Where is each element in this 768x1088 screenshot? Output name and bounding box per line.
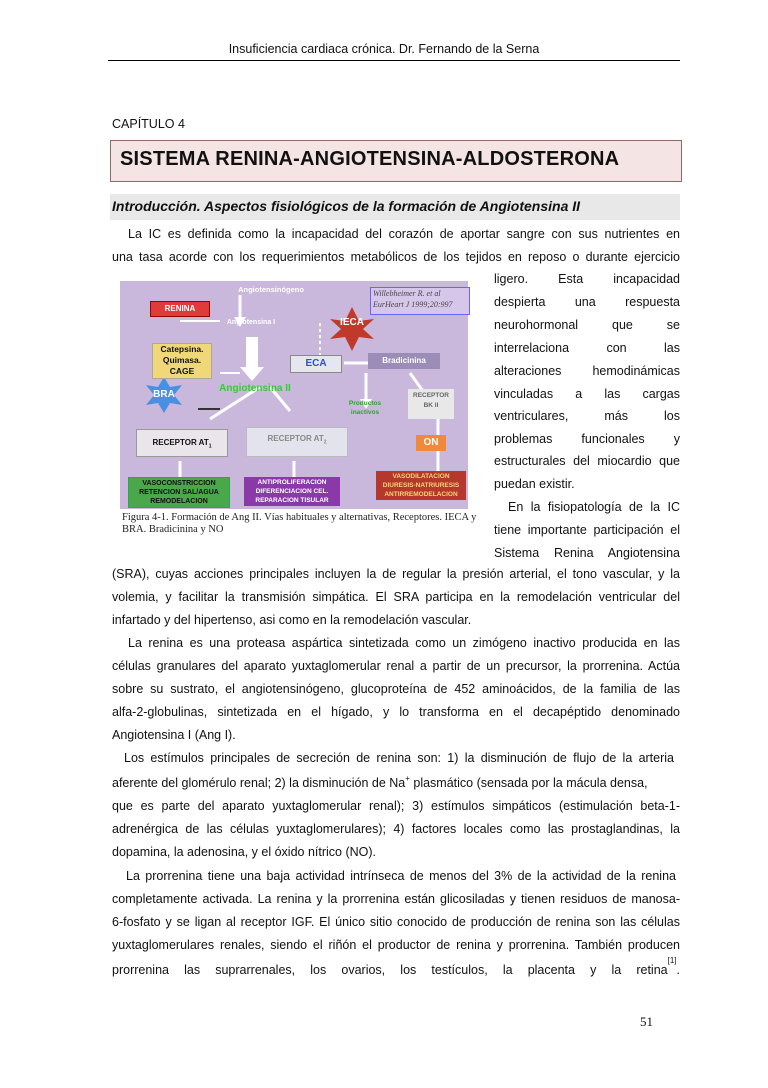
catepsina-line: CAGE <box>169 366 195 376</box>
vasodilation-box <box>376 471 466 500</box>
angiotensinogen-label: Angiotensinógeno <box>238 285 304 294</box>
figure-diagram <box>120 281 468 509</box>
figure-caption: Figura 4-1. Formación de Ang II. Vías habituales y alternativas, Receptores. IECA y BRA. Bradicinina y NO <box>122 512 477 535</box>
on-box: ON <box>416 435 446 451</box>
vasoconstriction-box <box>128 477 230 508</box>
paragraph-line: La prorrenina tiene una baja actividad intrínseca de menos del 3% de la actividad de la renina <box>126 869 676 883</box>
productos-label <box>340 399 390 417</box>
text-run: plasmático (sensada por la mácula densa, <box>409 776 648 790</box>
paragraph-line: 6-fosfato y se ligan al receptor IGF. El único sitio conocido de producción de renina son las células <box>112 915 680 929</box>
text-run: aferente del glomérulo renal; 2) la disminución de Na <box>112 776 406 790</box>
paragraph-line: que es parte del aparato yuxtaglomerular renal); 3) estímulos simpáticos (estimulación beta-1- <box>112 799 680 813</box>
receptor-bk-line: RECEPTOR <box>413 392 449 399</box>
column-line: vinculadas a las cargas <box>494 387 680 401</box>
text-run: . <box>676 963 680 977</box>
receptor-at2-subscript: 2 <box>323 439 327 446</box>
paragraph-line: sobre su sustrato, el angiotensinógeno, glucoproteína de 452 aminoácidos, de la familia de las <box>112 682 680 696</box>
antiproliferation-box <box>244 477 340 506</box>
catepsina-line: Catepsina. <box>160 344 204 354</box>
citation-box <box>370 287 470 315</box>
arrow-line <box>246 337 258 367</box>
chapter-label: CAPÍTULO 4 <box>112 117 185 131</box>
ieca-label: IECA <box>340 317 364 328</box>
column-line: En la fisiopatología de la IC <box>508 500 680 514</box>
effect-line: REPARACION TISULAR <box>255 497 329 504</box>
arrow-head <box>240 367 264 381</box>
paragraph-line: Los estímulos principales de secreción de renina son: 1) la disminución de flujo de la arteria <box>124 751 674 765</box>
column-line: problemas funcionales y <box>494 432 680 446</box>
paragraph-line-with-superscript <box>112 775 680 791</box>
paragraph-line: adrenérgica de las células yuxtaglomerulares); 4) factores locales como las prostaglandinas, la <box>112 822 680 836</box>
figure-4-1 <box>112 275 484 547</box>
column-line: neurohormonal que se <box>494 318 680 332</box>
paragraph-line: completamente activada. La renina y la prorrenina están glicosiladas y tienen residuos de manosa- <box>112 892 680 906</box>
paragraph-line: yuxtaglomerulares renales, siendo el riñón el productor de renina y prorrenina. También producen <box>112 938 680 952</box>
effect-line: DIFERENCIACION CEL. <box>255 488 329 495</box>
paragraph-line: células granulares del aparato yuxtaglomerular renal a partir de un precursor, la prorrenina. Actúa <box>112 659 680 673</box>
catepsina-box <box>152 343 212 379</box>
paragraph-line: infartado y del hipertenso, asi como en la remodelación vascular. <box>112 613 472 627</box>
bra-label: BRA <box>153 389 175 400</box>
receptor-bk-line: BK II <box>423 402 439 409</box>
effect-line: DIURESIS-NATRIURESIS <box>382 482 460 489</box>
citation-line: EurHeart J 1999;20:997 <box>373 300 453 309</box>
paragraph-line: alfa-2-globulinas, sintetizada en el hígado, y lo transforma en el decapéptido denominado <box>112 705 680 719</box>
section-title: Introducción. Aspectos fisiológicos de la formación de Angiotensina II <box>112 198 581 214</box>
paragraph-line: una tasa acorde con los requerimientos metabólicos de los tejidos en reposo o durante ejercicio <box>112 250 680 264</box>
paragraph-line: Angiotensina I (Ang I). <box>112 728 236 742</box>
column-line: tiene importante participación el <box>494 523 680 537</box>
column-line: interrelaciona con las <box>494 341 680 355</box>
catepsina-line: Quimasa. <box>162 355 202 365</box>
receptor-at1-box <box>136 429 228 457</box>
bradicinina-box: Bradicinina <box>368 353 440 369</box>
paragraph-line: dopamina, la adenosina, y el óxido nítrico (NO). <box>112 845 377 859</box>
column-line: puedan existir. <box>494 477 575 491</box>
effect-line: VASOCONSTRICCION <box>142 480 216 487</box>
eca-box: ECA <box>290 355 342 373</box>
receptor-at1-label: RECEPTOR AT <box>152 438 209 447</box>
paragraph-line: (SRA), cuyas acciones principales incluyen la de regular la presión arterial, el tono vascular, y la <box>112 567 680 581</box>
effect-line: ANTIRREMODELACION <box>384 491 458 498</box>
column-line: ligero. Esta incapacidad <box>494 272 680 286</box>
receptor-at1-subscript: 1 <box>208 443 212 450</box>
angiotensina-i-label: Angiotensina I <box>226 319 276 326</box>
productos-line: Productos <box>348 400 382 407</box>
effect-line: RETENCION SAL/AGUA <box>139 489 219 496</box>
paragraph-line: La IC es definida como la incapacidad del corazón de aportar sangre con sus nutrientes en <box>128 227 680 241</box>
column-line: estructurales del miocardio que <box>494 454 680 468</box>
section-title-bar <box>110 194 680 220</box>
renina-box: RENINA <box>150 301 210 317</box>
productos-line: inactivos <box>350 409 380 416</box>
reference-marker: [1] <box>667 956 677 965</box>
citation-line: Willebheimer R. et al <box>373 289 441 298</box>
text-run: prorrenina las suprarrenales, los ovarios, los testículos, la placenta y la retina <box>112 963 668 977</box>
chapter-title: SISTEMA RENINA-ANGIOTENSINA-ALDOSTERONA <box>120 148 620 170</box>
ieca-starburst <box>330 307 374 351</box>
receptor-bk-box <box>408 389 454 419</box>
angiotensina-ii-label: Angiotensina II <box>219 383 291 394</box>
column-line: Sistema Renina Angiotensina <box>494 546 680 560</box>
paragraph-line-with-reference <box>112 956 680 978</box>
effect-line: VASODILATACION <box>392 473 450 480</box>
paragraph-line: La renina es una proteasa aspártica sintetizada como un zimógeno inactivo producida en las <box>128 636 680 650</box>
paragraph-line: volemia, y facilitar la transmisión simpática. El SRA participa en la remodelación ventricular del <box>112 590 680 604</box>
superscript: + <box>405 773 410 783</box>
column-line: despierta una respuesta <box>494 295 680 309</box>
column-line: ventriculares, más los <box>494 409 680 423</box>
column-line: alteraciones hemodinámicas <box>494 364 680 378</box>
receptor-at2-box <box>246 427 348 457</box>
effect-line: ANTIPROLIFERACION <box>257 479 327 486</box>
receptor-at2-label: RECEPTOR AT <box>267 434 324 443</box>
running-header: Insuficiencia cardiaca crónica. Dr. Fernando de la Serna <box>228 42 540 56</box>
header-rule <box>108 60 680 61</box>
effect-line: REMODELACION <box>150 498 208 505</box>
chapter-title-box <box>110 140 682 182</box>
page-number: 51 <box>640 1014 653 1029</box>
